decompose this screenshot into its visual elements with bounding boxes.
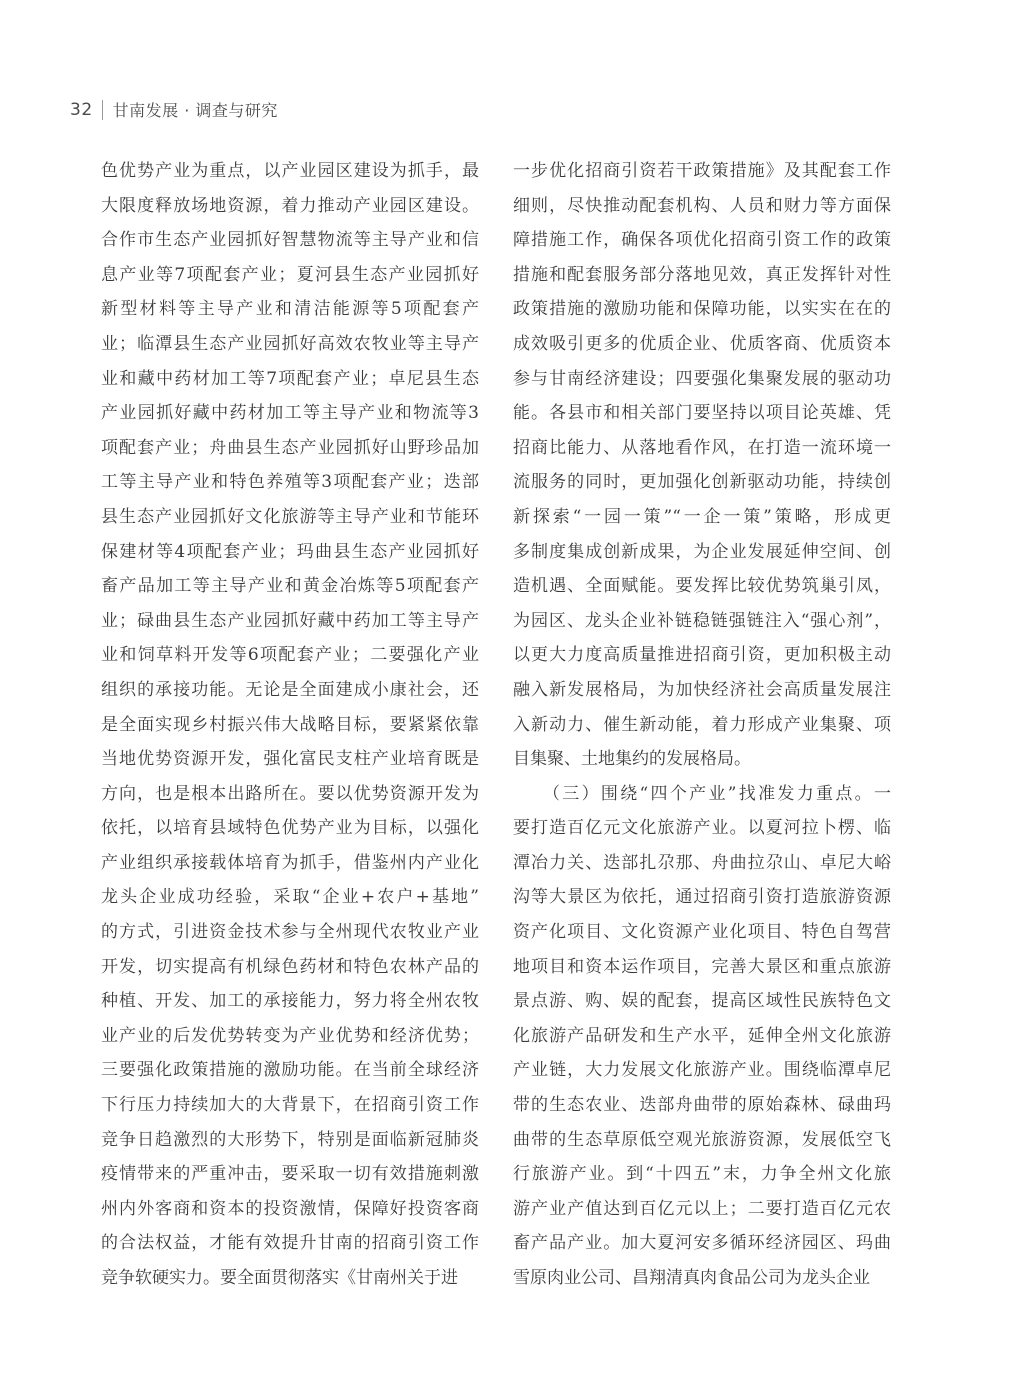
text-line: 县生态产业园抓好文化旅游等主导产业和节能环 — [101, 506, 479, 527]
text-line: 潭冶力关、迭部扎尕那、舟曲拉尕山、卓尼大峪 — [513, 852, 891, 873]
text-line: 带的生态农业、迭部舟曲带的原始森林、碌曲玛 — [513, 1095, 891, 1116]
page-number: 32 — [70, 99, 93, 120]
text-line: 为园区、龙头企业补链稳链强链注入“强心剂”， — [513, 610, 891, 631]
text-line: 业；临潭县生态产业园抓好高效农牧业等主导产 — [101, 333, 479, 354]
text-line: 开发，切实提高有机绿色药材和特色农林产品的 — [101, 956, 479, 977]
text-line: 业；碌曲县生态产业园抓好藏中药加工等主导产 — [101, 610, 479, 631]
text-line: 下行压力持续加大的大背景下，在招商引资工作 — [101, 1095, 479, 1116]
text-line: 的方式，引进资金技术参与全州现代农牧业产业 — [101, 922, 479, 943]
text-line: 资产化项目、文化资源产业化项目、特色自驾营 — [513, 922, 891, 943]
text-line: 行旅游产业。到“十四五”末，力争全州文化旅 — [513, 1164, 891, 1185]
text-line: 新探索“一园一策”“一企一策”策略，形成更 — [513, 506, 891, 527]
text-line: 业产业的后发优势转变为产业优势和经济优势； — [101, 1025, 479, 1046]
text-line: 目集聚、土地集约的发展格局。 — [513, 749, 751, 770]
text-line: 三要强化政策措施的激励功能。在当前全球经济 — [101, 1060, 479, 1081]
right-column — [513, 154, 891, 1296]
text-line: 竞争日趋激烈的大形势下，特别是面临新冠肺炎 — [101, 1129, 479, 1150]
text-line: 当地优势资源开发，强化富民支柱产业培育既是 — [101, 749, 479, 770]
text-line: 息产业等7项配套产业；夏河县生态产业园抓好 — [101, 264, 479, 285]
text-line: 州内外客商和资本的投资激情，保障好投资客商 — [101, 1198, 479, 1219]
text-line: 畜产品产业。加大夏河安多循环经济园区、玛曲 — [513, 1233, 891, 1254]
text-line: 业和饲草料开发等6项配套产业；二要强化产业 — [101, 645, 479, 666]
text-line: 曲带的生态草原低空观光旅游资源，发展低空飞 — [513, 1129, 891, 1150]
text-line: 障措施工作，确保各项优化招商引资工作的政策 — [513, 230, 891, 251]
text-line: 融入新发展格局，为加快经济社会高质量发展注 — [513, 679, 891, 700]
text-line: 疫情带来的严重冲击，要采取一切有效措施刺激 — [101, 1164, 479, 1185]
text-line: 化旅游产品研发和生产水平，延伸全州文化旅游 — [513, 1025, 891, 1046]
text-line: 龙头企业成功经验，采取“企业+农户+基地” — [101, 887, 479, 908]
left-column — [101, 154, 479, 1296]
text-line: 方向，也是根本出路所在。要以优势资源开发为 — [101, 783, 479, 804]
text-line: 依托，以培育县域特色优势产业为目标，以强化 — [101, 818, 479, 839]
text-line: 雪原肉业公司、昌翔清真肉食品公司为龙头企业 — [513, 1268, 870, 1288]
text-line: 能。各县市和相关部门要坚持以项目论英雄、凭 — [513, 403, 891, 424]
running-header — [70, 98, 278, 121]
text-line: 畜产品加工等主导产业和黄金冶炼等5项配套产 — [101, 576, 479, 597]
text-line: 产业组织承接载体培育为抓手，借鉴州内产业化 — [101, 852, 479, 873]
text-line: 招商比能力、从落地看作风，在打造一流环境一 — [513, 437, 891, 458]
text-line: 产业链，大力发展文化旅游产业。围绕临潭卓尼 — [513, 1060, 891, 1081]
text-line: 新型材料等主导产业和清洁能源等5项配套产 — [101, 299, 479, 320]
text-line: 种植、开发、加工的承接能力，努力将全州农牧 — [101, 991, 479, 1012]
text-line: 要打造百亿元文化旅游产业。以夏河拉卜楞、临 — [513, 818, 891, 839]
text-line: 入新动力、催生新动能，着力形成产业集聚、项 — [513, 714, 891, 735]
text-line: 地项目和资本运作项目，完善大景区和重点旅游 — [513, 956, 891, 977]
text-line: 参与甘南经济建设；四要强化集聚发展的驱动功 — [513, 368, 891, 389]
text-line: 细则，尽快推动配套机构、人员和财力等方面保 — [513, 195, 891, 216]
header-divider — [102, 100, 103, 120]
text-line: 沟等大景区为依托，通过招商引资打造旅游资源 — [513, 887, 891, 908]
text-line: 造机遇、全面赋能。要发挥比较优势筑巢引凤， — [513, 576, 891, 597]
text-line: 工等主导产业和特色养殖等3项配套产业；迭部 — [101, 472, 479, 493]
text-line: 项配套产业；舟曲县生态产业园抓好山野珍品加 — [101, 437, 479, 458]
text-line: 竞争软硬实力。要全面贯彻落实《甘南州关于进 — [101, 1268, 458, 1288]
text-line: 色优势产业为重点，以产业园区建设为抓手，最 — [101, 161, 479, 181]
text-line: 景点游、购、娱的配套，提高区域性民族特色文 — [513, 991, 891, 1012]
text-line: 以更大力度高质量推进招商引资，更加积极主动 — [513, 645, 891, 666]
text-line: 产业园抓好藏中药材加工等主导产业和物流等3 — [101, 403, 479, 424]
text-line: 业和藏中药材加工等7项配套产业；卓尼县生态 — [101, 368, 479, 389]
text-line: 是全面实现乡村振兴伟大战略目标，要紧紧依靠 — [101, 714, 479, 735]
text-line: 合作市生态产业园抓好智慧物流等主导产业和信 — [101, 230, 479, 251]
text-line: 政策措施的激励功能和保障功能，以实实在在的 — [513, 299, 891, 320]
text-line: 措施和配套服务部分落地见效，真正发挥针对性 — [513, 264, 891, 285]
text-line: 大限度释放场地资源，着力推动产业园区建设。 — [101, 195, 479, 216]
text-line: 组织的承接功能。无论是全面建成小康社会，还 — [101, 679, 479, 700]
text-line: 游产业产值达到百亿元以上；二要打造百亿元农 — [513, 1198, 891, 1219]
text-line: 成效吸引更多的优质企业、优质客商、优质资本 — [513, 333, 891, 354]
text-line: 多制度集成创新成果，为企业发展延伸空间、创 — [513, 541, 891, 562]
text-line: 一步优化招商引资若干政策措施》及其配套工作 — [513, 161, 891, 181]
text-line: 流服务的同时，更加强化创新驱动功能，持续创 — [513, 472, 891, 493]
header-title: 甘南发展 · 调查与研究 — [112, 101, 278, 120]
text-line: 保建材等4项配套产业；玛曲县生态产业园抓好 — [101, 541, 479, 562]
text-line: 的合法权益，才能有效提升甘南的招商引资工作 — [101, 1233, 479, 1254]
text-line: （三）围绕“四个产业”找准发力重点。一 — [543, 783, 891, 804]
